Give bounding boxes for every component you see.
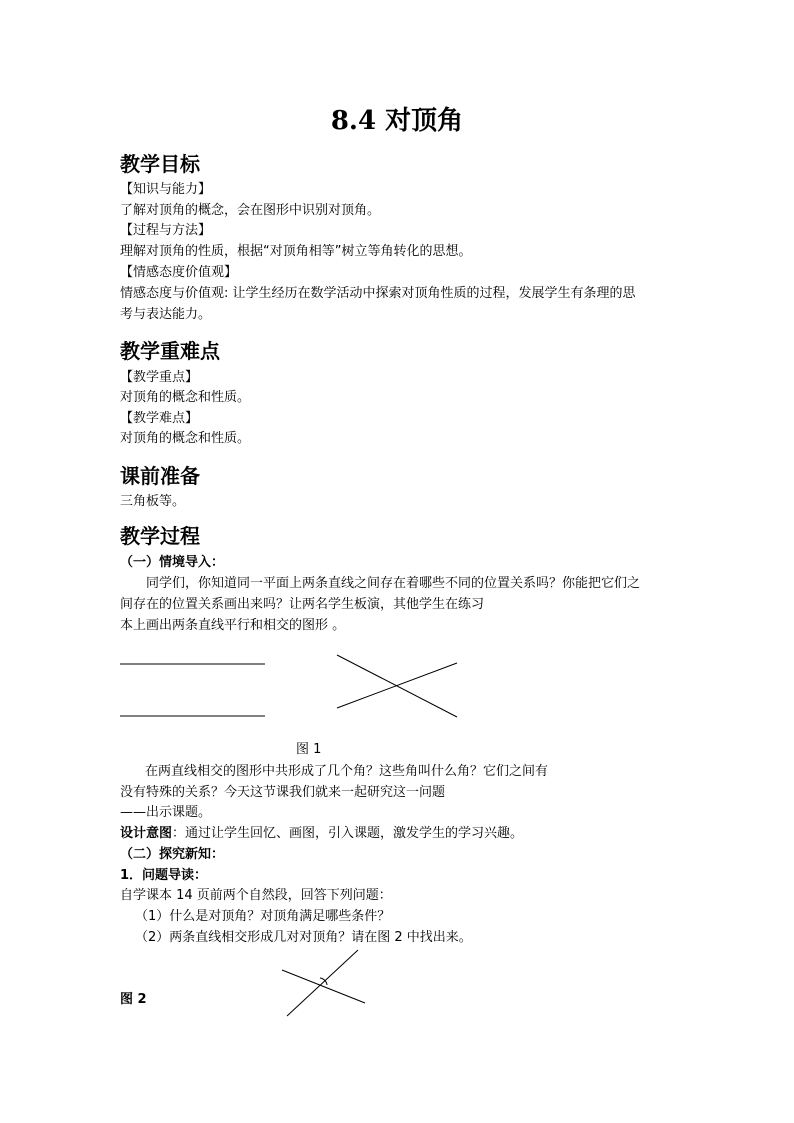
figure-2-caption: 图 2 (120, 992, 147, 1007)
heading-preparation: 课前准备 (120, 464, 200, 488)
intersecting-line-b (337, 663, 457, 708)
text-question-line2: 没有特殊的关系？今天这节课我们就来一起研究这一问题 (120, 785, 446, 800)
design-intent-text: ：通过让学生回忆、画图，引入课题，激发学生的学习兴趣。 (172, 826, 524, 841)
label-process-method: 【过程与方法】 (120, 223, 212, 238)
fig2-line-a (287, 950, 358, 1016)
text-difficult-point: 对顶角的概念和性质。 (120, 431, 251, 446)
label-situation-intro: （一）情境导入： (120, 555, 225, 570)
label-key-point: 【教学重点】 (120, 370, 199, 385)
text-question-line1: 在两直线相交的图形中共形成了几个角？这些角叫什么角？它们之间有 (145, 764, 549, 779)
text-question-1: （1）什么是对顶角？对顶角满足哪些条件？ (135, 909, 391, 924)
design-intent-label: 设计意图 (120, 826, 173, 841)
fig2-line-b (282, 970, 365, 1003)
text-self-study: 自学课本 14 页前两个自然段，回答下列问题： (120, 888, 392, 903)
text-knowledge-ability: 了解对顶角的概念，会在图形中识别对顶角。 (120, 203, 381, 218)
label-question-guide: 1．问题导读： (120, 868, 208, 883)
page-title: 8.4 对顶角 (330, 106, 464, 136)
label-knowledge-ability: 【知识与能力】 (120, 182, 212, 197)
label-explore-new: （二）探究新知： (120, 847, 225, 862)
text-question-2: （2）两条直线相交形成几对对顶角？请在图 2 中找出来。 (135, 930, 472, 945)
text-question-line3: ——出示课题。 (120, 805, 212, 820)
figure-1-caption: 图 1 (296, 742, 322, 757)
heading-teaching-process: 教学过程 (120, 524, 200, 548)
text-emotion-values-line2: 考与表达能力。 (120, 307, 212, 322)
text-intro-line1: 同学们，你知道同一平面上两条直线之间存在着哪些不同的位置关系吗？你能把它们之 (146, 576, 641, 591)
text-intro-line2: 间存在的位置关系画出来吗？让两名学生板演，其他学生在练习 (120, 597, 485, 612)
text-emotion-values-line1: 情感态度与价值观: 让学生经历在数学活动中探索对顶角性质的过程，发展学生有条理的思 (120, 286, 636, 301)
text-process-method: 理解对顶角的性质，根据“对顶角相等”树立等角转化的思想。 (120, 244, 472, 259)
heading-key-difficult-points: 教学重难点 (120, 339, 220, 363)
label-difficult-point: 【教学难点】 (120, 411, 199, 426)
text-intro-line3: 本上画出两条直线平行和相交的图形 。 (120, 618, 346, 633)
label-emotion-values: 【情感态度价值观】 (120, 265, 238, 280)
text-preparation: 三角板等。 (120, 494, 186, 509)
heading-teaching-goals: 教学目标 (120, 152, 200, 176)
text-key-point: 对顶角的概念和性质。 (120, 390, 251, 405)
design-intent (120, 824, 523, 844)
